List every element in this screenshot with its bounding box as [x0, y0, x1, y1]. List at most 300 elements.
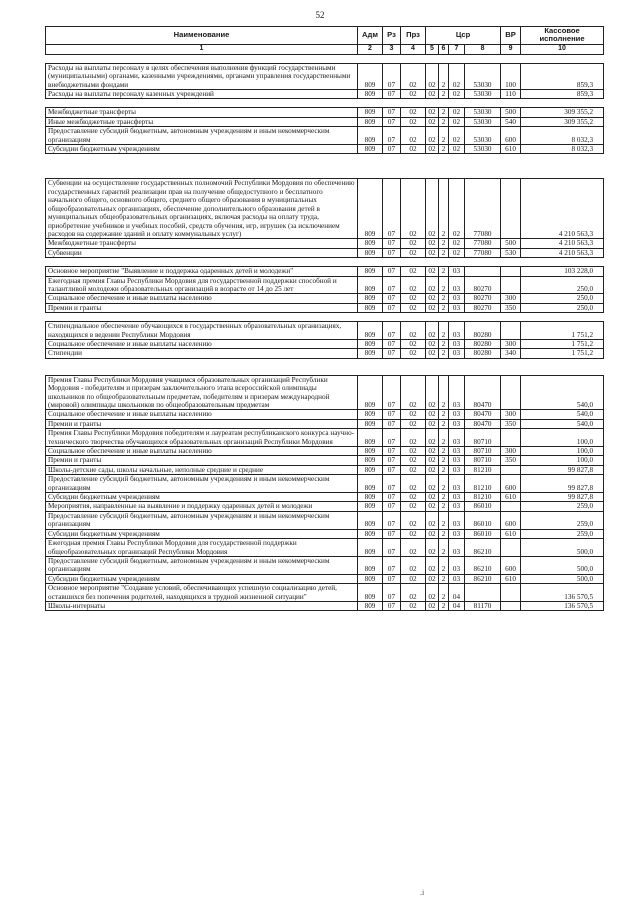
cell-adm: 809 — [358, 322, 383, 340]
row-name: Мероприятия, направленные на выявление и поддержку одаренных детей и молодежи — [46, 502, 358, 511]
table-row — [46, 529, 604, 538]
cell-c8: 86210 — [465, 539, 501, 557]
row-name: Расходы на выплаты персоналу казенных учреждений — [46, 90, 358, 99]
cell-c8: 80710 — [465, 429, 501, 447]
column-number: 3 — [383, 44, 401, 54]
row-name: Субсидии бюджетным учреждениям — [46, 529, 358, 538]
row-amount: 859,3 — [521, 63, 604, 89]
cell-vr: 340 — [501, 349, 521, 358]
header-rz: Рз — [383, 27, 401, 45]
cell-rz: 07 — [383, 90, 401, 99]
cell-adm: 809 — [358, 108, 383, 117]
cell-c5: 02 — [426, 276, 439, 294]
cell-c5: 02 — [426, 410, 439, 419]
column-number: 9 — [501, 44, 521, 54]
cell-prz: 02 — [401, 145, 426, 154]
cell-c7: 03 — [449, 339, 465, 348]
cell-c5: 02 — [426, 456, 439, 465]
cell-rz: 07 — [383, 511, 401, 529]
cell-c7: 03 — [449, 465, 465, 474]
row-name: Премии и гранты — [46, 419, 358, 428]
cell-c8 — [465, 267, 501, 276]
cell-adm: 809 — [358, 556, 383, 574]
table-body — [46, 54, 604, 611]
cell-c8: 80710 — [465, 447, 501, 456]
cell-adm: 809 — [358, 375, 383, 410]
header-csr: Цср — [426, 27, 501, 45]
cell-vr: 110 — [501, 90, 521, 99]
cell-c5: 02 — [426, 127, 439, 145]
cell-c7: 02 — [449, 90, 465, 99]
cell-vr — [501, 502, 521, 511]
cell-adm: 809 — [358, 90, 383, 99]
cell-c7: 02 — [449, 239, 465, 248]
cell-vr: 610 — [501, 529, 521, 538]
cell-prz: 02 — [401, 584, 426, 602]
cell-prz: 02 — [401, 465, 426, 474]
cell-rz: 07 — [383, 529, 401, 538]
table-row — [46, 410, 604, 419]
cell-rz: 07 — [383, 419, 401, 428]
cell-c7: 03 — [449, 419, 465, 428]
cell-prz: 02 — [401, 239, 426, 248]
cell-adm: 809 — [358, 493, 383, 502]
cell-c8: 53030 — [465, 117, 501, 126]
cell-rz: 07 — [383, 322, 401, 340]
table-row — [46, 239, 604, 248]
cell-c8: 80470 — [465, 410, 501, 419]
row-name: Предоставление субсидий бюджетным, автономным учреждениям и иным некоммерческим организациям — [46, 475, 358, 493]
spacer-row — [46, 54, 604, 63]
cell-c5: 02 — [426, 601, 439, 610]
cell-c7: 02 — [449, 248, 465, 257]
cell-c5: 02 — [426, 375, 439, 410]
cell-vr — [501, 584, 521, 602]
row-name: Премия Главы Республики Мордовия победителям и лауреатам республиканского конкурса научно-технического творчества обучающихся образовательных организаций Республики Мордовия — [46, 429, 358, 447]
cell-rz: 07 — [383, 410, 401, 419]
cell-c8: 81170 — [465, 601, 501, 610]
cell-c7: 03 — [449, 493, 465, 502]
cell-c7: 03 — [449, 502, 465, 511]
cell-c8: 81210 — [465, 493, 501, 502]
row-amount: 259,0 — [521, 511, 604, 529]
cell-c7: 04 — [449, 584, 465, 602]
cell-c5: 02 — [426, 303, 439, 312]
cell-adm: 809 — [358, 447, 383, 456]
cell-prz: 02 — [401, 267, 426, 276]
table-row — [46, 375, 604, 410]
cell-c6: 2 — [439, 349, 449, 358]
row-amount: 100,0 — [521, 447, 604, 456]
cell-adm: 809 — [358, 294, 383, 303]
cell-c7: 03 — [449, 276, 465, 294]
cell-c7: 03 — [449, 539, 465, 557]
spacer-row — [46, 313, 604, 322]
cell-vr — [501, 322, 521, 340]
cell-adm: 809 — [358, 267, 383, 276]
cell-c6: 2 — [439, 475, 449, 493]
cell-c6: 2 — [439, 117, 449, 126]
table-row — [46, 276, 604, 294]
cell-c7: 02 — [449, 108, 465, 117]
row-name: Субвенции на осуществление государственных полномочий Республики Мордовия по обеспечению государственных гарантий реализации прав на получение общедоступного и бесплатного начального общего, основного общего, среднего общего образования в муниципальных общеобразовательных организациях, обеспечение дополнительного образования детей в муниципальных общеобразовательных организациях, включая расходы на оплату труда, приобретение учебников и учебных пособий, средств обучения, игр, игрушек (за исключением расходов на содержание зданий и оплату коммунальных услуг) — [46, 179, 358, 239]
row-amount: 4 210 563,3 — [521, 179, 604, 239]
cell-rz: 07 — [383, 303, 401, 312]
cell-adm: 809 — [358, 410, 383, 419]
cell-c5: 02 — [426, 108, 439, 117]
row-name: Стипендиальное обеспечение обучающихся в государственных образовательных организациях, находящихся в ведении Республики Мордовия — [46, 322, 358, 340]
cell-c5: 02 — [426, 502, 439, 511]
cell-adm: 809 — [358, 239, 383, 248]
cell-c5: 02 — [426, 349, 439, 358]
cell-prz: 02 — [401, 108, 426, 117]
cell-rz: 07 — [383, 117, 401, 126]
cell-prz: 02 — [401, 303, 426, 312]
row-name: Субсидии бюджетным учреждениям — [46, 493, 358, 502]
row-amount: 100,0 — [521, 456, 604, 465]
cell-prz: 02 — [401, 90, 426, 99]
cell-c8: 53030 — [465, 108, 501, 117]
cell-vr: 500 — [501, 239, 521, 248]
cell-c6: 2 — [439, 584, 449, 602]
cell-adm: 809 — [358, 419, 383, 428]
table-row — [46, 429, 604, 447]
spacer-row — [46, 162, 604, 170]
table-row — [46, 303, 604, 312]
spacer-row — [46, 358, 604, 367]
table-row — [46, 63, 604, 89]
row-name: Социальное обеспечение и иные выплаты населению — [46, 339, 358, 348]
cell-adm: 809 — [358, 117, 383, 126]
cell-c5: 02 — [426, 63, 439, 89]
cell-prz: 02 — [401, 322, 426, 340]
cell-c6: 2 — [439, 447, 449, 456]
cell-c5: 02 — [426, 447, 439, 456]
cell-c7: 03 — [449, 556, 465, 574]
row-amount: 136 570,5 — [521, 584, 604, 602]
cell-c5: 02 — [426, 493, 439, 502]
cell-prz: 02 — [401, 117, 426, 126]
row-amount: 8 032,3 — [521, 145, 604, 154]
row-amount: 250,0 — [521, 303, 604, 312]
cell-c8: 77080 — [465, 179, 501, 239]
row-name: Субсидии бюджетным учреждениям — [46, 145, 358, 154]
header-row — [46, 27, 604, 45]
cell-vr: 600 — [501, 556, 521, 574]
row-amount: 259,0 — [521, 502, 604, 511]
table-row — [46, 267, 604, 276]
cell-c8: 80270 — [465, 294, 501, 303]
cell-adm: 809 — [358, 179, 383, 239]
cell-vr: 610 — [501, 145, 521, 154]
cell-c8: 81210 — [465, 475, 501, 493]
cell-rz: 07 — [383, 429, 401, 447]
cell-prz: 02 — [401, 556, 426, 574]
cell-adm: 809 — [358, 584, 383, 602]
row-name: Школы-детские сады, школы начальные, неполные средние и средние — [46, 465, 358, 474]
cell-c6: 2 — [439, 145, 449, 154]
spacer-cell — [46, 154, 604, 163]
table-row — [46, 349, 604, 358]
cell-adm: 809 — [358, 339, 383, 348]
row-name: Школы-интернаты — [46, 601, 358, 610]
cell-c7: 02 — [449, 145, 465, 154]
spacer-cell — [46, 313, 604, 322]
cell-adm: 809 — [358, 276, 383, 294]
cell-c8: 53030 — [465, 63, 501, 89]
row-amount: 540,0 — [521, 419, 604, 428]
cell-c8 — [465, 584, 501, 602]
cell-c6: 2 — [439, 429, 449, 447]
row-amount: 540,0 — [521, 410, 604, 419]
cell-adm: 809 — [358, 145, 383, 154]
row-name: Премия Главы Республики Мордовия учащимся образовательных организаций Республики Мордовия - победителям и призерам заключительного этапа всероссийской олимпиады школьников по общеобразовательным предметам, победителям и призерам международной (мировой) олимпиады школьников по общеобразовательным предметам — [46, 375, 358, 410]
cell-adm: 809 — [358, 303, 383, 312]
table-row — [46, 574, 604, 583]
cell-prz: 02 — [401, 539, 426, 557]
cell-prz: 02 — [401, 493, 426, 502]
table-row — [46, 584, 604, 602]
cell-c8: 86010 — [465, 502, 501, 511]
row-name: Основное мероприятие "Выявление и поддержка одаренных детей и молодежи" — [46, 267, 358, 276]
cell-rz: 07 — [383, 475, 401, 493]
spacer-cell — [46, 170, 604, 179]
row-amount: 309 355,2 — [521, 117, 604, 126]
cell-c8: 53030 — [465, 145, 501, 154]
row-name: Стипендии — [46, 349, 358, 358]
row-name: Премии и гранты — [46, 303, 358, 312]
cell-vr — [501, 429, 521, 447]
table-row — [46, 475, 604, 493]
row-name: Предоставление субсидий бюджетным, автономным учреждениям и иным некоммерческим организациям — [46, 511, 358, 529]
spacer-cell — [46, 162, 604, 170]
cell-rz: 07 — [383, 248, 401, 257]
row-amount: 859,3 — [521, 90, 604, 99]
table-row — [46, 556, 604, 574]
cell-rz: 07 — [383, 276, 401, 294]
cell-vr — [501, 539, 521, 557]
cell-vr: 530 — [501, 248, 521, 257]
cell-rz: 07 — [383, 502, 401, 511]
row-amount: 99 827,8 — [521, 475, 604, 493]
cell-c5: 02 — [426, 90, 439, 99]
cell-vr: 350 — [501, 419, 521, 428]
header-vr: ВР — [501, 27, 521, 45]
table-row — [46, 248, 604, 257]
cell-vr: 540 — [501, 117, 521, 126]
cell-c8: 77080 — [465, 239, 501, 248]
cell-c7: 03 — [449, 349, 465, 358]
cell-c7: 03 — [449, 410, 465, 419]
cell-c7: 03 — [449, 447, 465, 456]
row-name: Ежегодная премия Главы Республики Мордовия для государственной поддержки способной и талантливой молодежи образовательных организаций в возрасте от 14 до 25 лет — [46, 276, 358, 294]
cell-c6: 2 — [439, 493, 449, 502]
cell-c7: 03 — [449, 511, 465, 529]
cell-adm: 809 — [358, 127, 383, 145]
cell-vr: 350 — [501, 303, 521, 312]
cell-rz: 07 — [383, 375, 401, 410]
table-row — [46, 179, 604, 239]
cell-vr: 350 — [501, 456, 521, 465]
cell-c8: 80280 — [465, 322, 501, 340]
cell-rz: 07 — [383, 601, 401, 610]
cell-c7: 02 — [449, 179, 465, 239]
cell-c8: 80270 — [465, 276, 501, 294]
cell-prz: 02 — [401, 339, 426, 348]
cell-c6: 2 — [439, 294, 449, 303]
cell-c7: 02 — [449, 63, 465, 89]
cell-vr: 500 — [501, 108, 521, 117]
cell-c6: 2 — [439, 303, 449, 312]
cell-c5: 02 — [426, 539, 439, 557]
cell-rz: 07 — [383, 239, 401, 248]
table-row — [46, 127, 604, 145]
cell-adm: 809 — [358, 456, 383, 465]
table-row — [46, 419, 604, 428]
cell-vr: 610 — [501, 493, 521, 502]
spacer-row — [46, 170, 604, 179]
row-amount: 1 751,2 — [521, 322, 604, 340]
row-name: Расходы на выплаты персоналу в целях обеспечения выполнения функций государственными (муниципальными) органами, казенными учреждениями, органами управления государственными внебюджетными фондами — [46, 63, 358, 89]
cell-vr — [501, 267, 521, 276]
cell-adm: 809 — [358, 429, 383, 447]
column-number: 5 — [426, 44, 439, 54]
row-name: Премии и гранты — [46, 456, 358, 465]
cell-c7: 03 — [449, 456, 465, 465]
cell-rz: 07 — [383, 339, 401, 348]
cell-rz: 07 — [383, 539, 401, 557]
row-name: Межбюджетные трансферты — [46, 108, 358, 117]
table-row — [46, 339, 604, 348]
header-name: Наименование — [46, 27, 358, 45]
cell-c5: 02 — [426, 248, 439, 257]
cell-c5: 02 — [426, 511, 439, 529]
cell-rz: 07 — [383, 294, 401, 303]
cell-vr: 300 — [501, 294, 521, 303]
spacer-cell — [46, 54, 604, 63]
cell-vr — [501, 375, 521, 410]
cell-c8: 86010 — [465, 529, 501, 538]
row-name: Предоставление субсидий бюджетным, автономным учреждениям и иным некоммерческим организациям — [46, 556, 358, 574]
cell-prz: 02 — [401, 276, 426, 294]
cell-prz: 02 — [401, 447, 426, 456]
cell-c6: 2 — [439, 556, 449, 574]
cell-c6: 2 — [439, 179, 449, 239]
cell-c6: 2 — [439, 539, 449, 557]
cell-rz: 07 — [383, 179, 401, 239]
cell-c6: 2 — [439, 419, 449, 428]
cell-c8: 80470 — [465, 375, 501, 410]
cell-c8: 80270 — [465, 303, 501, 312]
cell-rz: 07 — [383, 145, 401, 154]
cell-rz: 07 — [383, 584, 401, 602]
cell-rz: 07 — [383, 574, 401, 583]
cell-c8: 81210 — [465, 465, 501, 474]
column-number-row — [46, 44, 604, 54]
header-prz: Прз — [401, 27, 426, 45]
cell-c5: 02 — [426, 179, 439, 239]
cell-adm: 809 — [358, 529, 383, 538]
cell-c8: 80470 — [465, 419, 501, 428]
row-amount: 500,0 — [521, 556, 604, 574]
column-number: 4 — [401, 44, 426, 54]
column-number: 7 — [449, 44, 465, 54]
cell-vr: 600 — [501, 127, 521, 145]
column-number: 6 — [439, 44, 449, 54]
table-row — [46, 108, 604, 117]
cell-c7: 02 — [449, 117, 465, 126]
row-amount: 309 355,2 — [521, 108, 604, 117]
cell-c5: 02 — [426, 529, 439, 538]
cell-vr: 610 — [501, 574, 521, 583]
row-name: Иные межбюджетные трансферты — [46, 117, 358, 126]
cell-c8: 86210 — [465, 574, 501, 583]
column-number: 1 — [46, 44, 358, 54]
cell-rz: 07 — [383, 349, 401, 358]
row-amount: 99 827,8 — [521, 493, 604, 502]
cell-c6: 2 — [439, 63, 449, 89]
cell-c6: 2 — [439, 267, 449, 276]
cell-c8: 80280 — [465, 349, 501, 358]
row-amount: 1 751,2 — [521, 339, 604, 348]
row-name: Социальное обеспечение и иные выплаты населению — [46, 447, 358, 456]
cell-c5: 02 — [426, 239, 439, 248]
row-amount: 259,0 — [521, 529, 604, 538]
spacer-row — [46, 154, 604, 163]
cell-vr: 600 — [501, 475, 521, 493]
cell-prz: 02 — [401, 529, 426, 538]
cell-prz: 02 — [401, 429, 426, 447]
cell-prz: 02 — [401, 574, 426, 583]
cell-prz: 02 — [401, 294, 426, 303]
cell-c5: 02 — [426, 419, 439, 428]
cell-adm: 809 — [358, 601, 383, 610]
row-name: Субвенции — [46, 248, 358, 257]
table-row — [46, 322, 604, 340]
cell-rz: 07 — [383, 267, 401, 276]
cell-c5: 02 — [426, 322, 439, 340]
table-row — [46, 117, 604, 126]
cell-prz: 02 — [401, 419, 426, 428]
cell-rz: 07 — [383, 465, 401, 474]
cell-c5: 02 — [426, 574, 439, 583]
cell-c5: 02 — [426, 117, 439, 126]
cell-c7: 03 — [449, 429, 465, 447]
row-amount: 1 751,2 — [521, 349, 604, 358]
cell-rz: 07 — [383, 456, 401, 465]
cell-adm: 809 — [358, 465, 383, 474]
cell-c5: 02 — [426, 267, 439, 276]
spacer-cell — [46, 99, 604, 108]
table-row — [46, 465, 604, 474]
cell-c6: 2 — [439, 465, 449, 474]
spacer-cell — [46, 367, 604, 376]
cell-rz: 07 — [383, 127, 401, 145]
header-cash: Кассовое исполнение — [521, 27, 604, 45]
cell-c6: 2 — [439, 339, 449, 348]
row-name: Социальное обеспечение и иные выплаты населению — [46, 410, 358, 419]
cell-prz: 02 — [401, 349, 426, 358]
cell-c5: 02 — [426, 145, 439, 154]
cell-c7: 03 — [449, 574, 465, 583]
cell-c5: 02 — [426, 339, 439, 348]
cell-adm: 809 — [358, 511, 383, 529]
row-amount: 8 032,3 — [521, 127, 604, 145]
cell-c7: 03 — [449, 475, 465, 493]
cell-prz: 02 — [401, 456, 426, 465]
cell-c5: 02 — [426, 556, 439, 574]
row-name: Предоставление субсидий бюджетным, автономным учреждениям и иным некоммерческим организациям — [46, 127, 358, 145]
